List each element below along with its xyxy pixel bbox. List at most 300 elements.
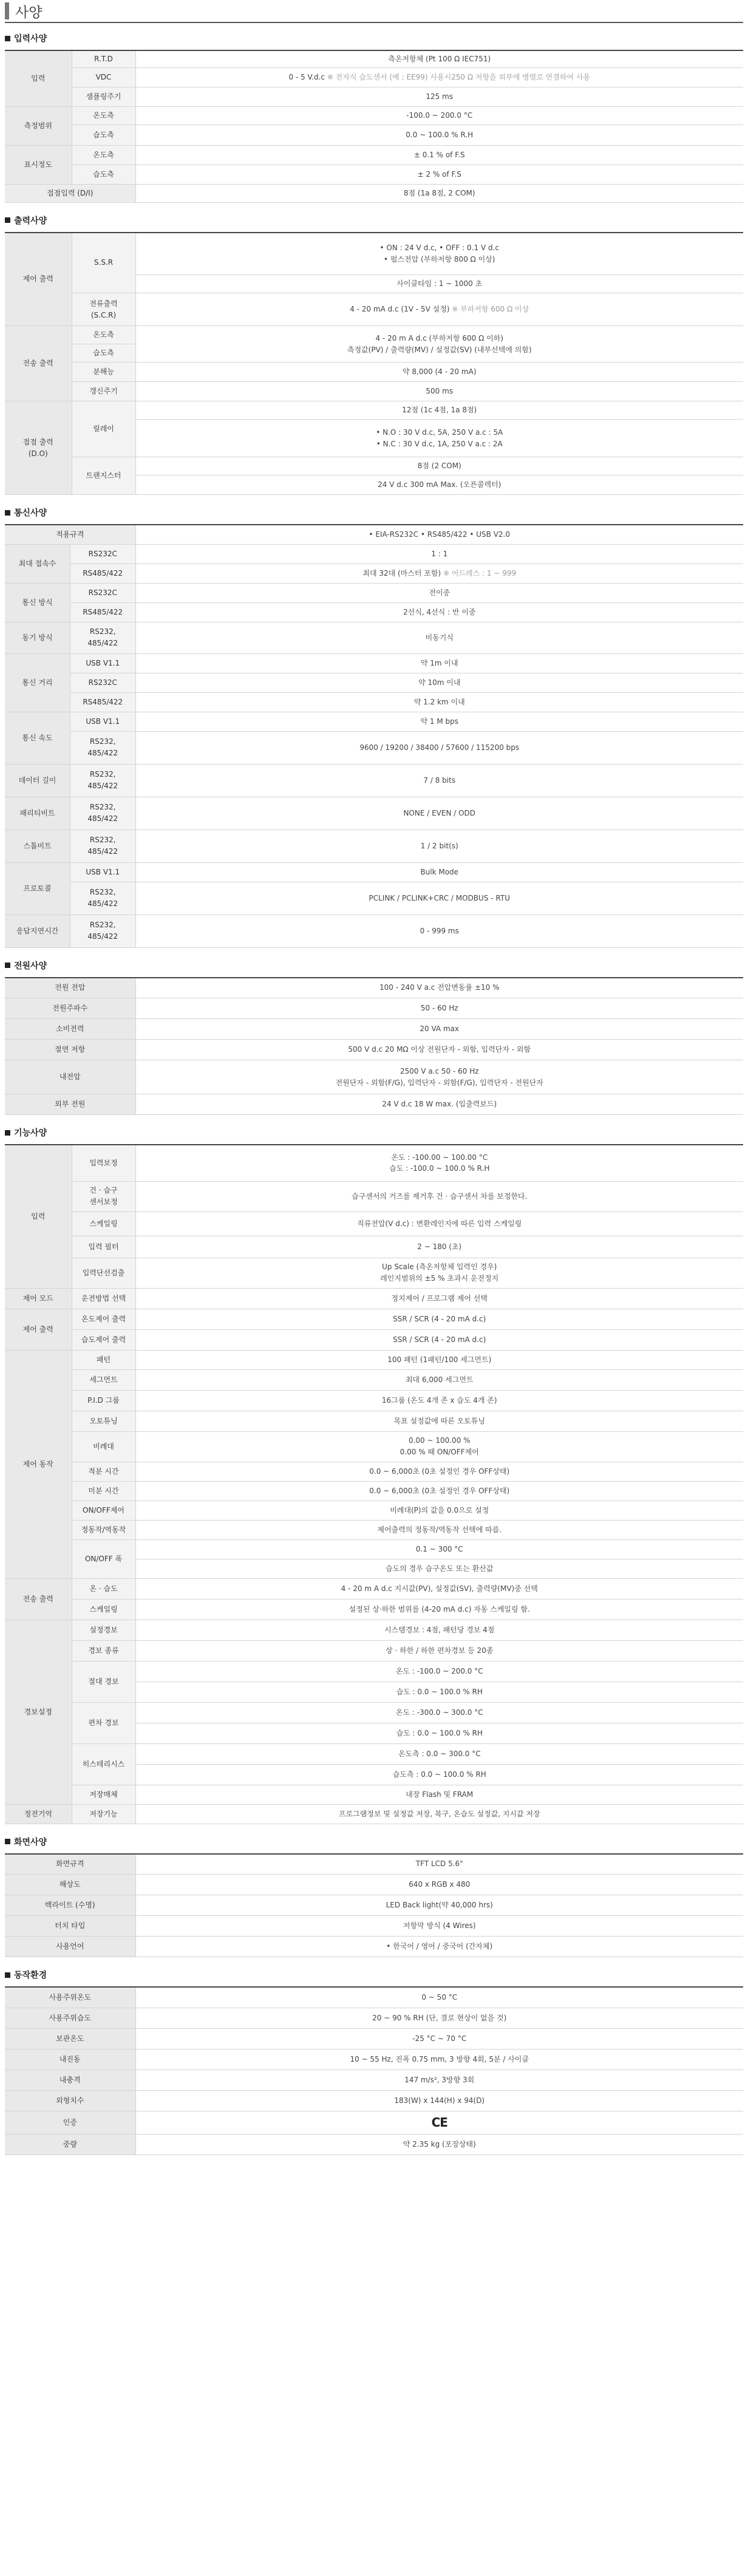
spec-value: 9600 / 19200 / 38400 / 57600 / 115200 bps bbox=[135, 731, 743, 764]
sub-label: 스케일링 bbox=[72, 1211, 135, 1236]
spec-value: 125 ms bbox=[135, 87, 743, 106]
category-label: 사용주위온도 bbox=[5, 1987, 135, 2008]
category-label: 전송 출력 bbox=[5, 326, 72, 401]
spec-value: 1 : 1 bbox=[135, 544, 743, 564]
table-row bbox=[5, 564, 743, 583]
table-row bbox=[5, 1804, 743, 1824]
sub-label: 비례대 bbox=[72, 1431, 135, 1462]
spec-value: 0.0 ~ 6,000초 (0초 설정인 경우 OFF상태) bbox=[135, 1481, 743, 1501]
table-row bbox=[5, 1329, 743, 1350]
table-row bbox=[5, 1578, 743, 1599]
table-row bbox=[5, 862, 743, 882]
table-row bbox=[5, 1875, 743, 1895]
spec-value: NONE / EVEN / ODD bbox=[135, 797, 743, 830]
spec-value: 시스템경보 : 4점, 패턴당 경보 4점 bbox=[135, 1620, 743, 1640]
section-title: 화면사양 bbox=[14, 1837, 47, 1847]
category-label: 접점 출력 (D.O) bbox=[5, 401, 72, 495]
spec-value: 습도 : 0.0 ~ 100.0 % RH bbox=[135, 1682, 743, 1702]
sub-label: 운전방법 선택 bbox=[72, 1288, 135, 1309]
category-label: 전원 전압 bbox=[5, 978, 135, 998]
spec-value: 0.0 ~ 100.0 % R.H bbox=[135, 124, 743, 145]
table-row bbox=[5, 106, 743, 124]
section-output bbox=[5, 214, 743, 496]
category-label: 외형치수 bbox=[5, 2090, 135, 2111]
table-row bbox=[5, 363, 743, 382]
spec-table bbox=[5, 977, 743, 1116]
spec-value: ± 0.1 % of F.S bbox=[135, 145, 743, 165]
table-row bbox=[5, 1661, 743, 1682]
sub-label: RS232, 485/422 bbox=[70, 731, 136, 764]
category-label: 소비전력 bbox=[5, 1019, 135, 1040]
sub-label: 절대 경보 bbox=[72, 1661, 135, 1702]
table-row bbox=[5, 2134, 743, 2155]
section-title: 통신사양 bbox=[14, 508, 47, 518]
table-row bbox=[5, 1390, 743, 1411]
spec-table bbox=[5, 1144, 743, 1824]
spec-value: 24 V d.c 300 mA Max. (오픈콜렉터) bbox=[135, 475, 743, 495]
spec-value: 16그룹 (온도 4개 존 x 습도 4개 존) bbox=[135, 1390, 743, 1411]
table-row bbox=[5, 2028, 743, 2049]
spec-value: 약 10m 이내 bbox=[135, 673, 743, 692]
table-row bbox=[5, 692, 743, 712]
table-row bbox=[5, 2090, 743, 2111]
section-title: 입력사양 bbox=[14, 34, 47, 44]
category-label: 표시정도 bbox=[5, 145, 72, 184]
spec-value: 20 ~ 90 % RH (단, 결로 현상이 없을 것) bbox=[135, 2008, 743, 2028]
section-heading bbox=[5, 506, 743, 519]
table-row bbox=[5, 830, 743, 862]
spec-value: 설정된 상·하한 범위를 (4-20 mA d.c) 자동 스케일링 함. bbox=[135, 1599, 743, 1620]
spec-note: ※ 부하저항 600 Ω 이상 bbox=[449, 305, 529, 314]
category-label: 절연 저항 bbox=[5, 1040, 135, 1060]
spec-value: 147 m/s², 3방향 3회 bbox=[135, 2070, 743, 2090]
table-row bbox=[5, 1309, 743, 1329]
sub-label: RS485/422 bbox=[70, 564, 136, 583]
table-row bbox=[5, 1258, 743, 1288]
spec-note: ※ 어드레스 : 1 ~ 999 bbox=[441, 568, 517, 578]
spec-value: 약 2.35 kg (포장상태) bbox=[135, 2134, 743, 2155]
sub-label: 습도측 bbox=[72, 344, 135, 363]
spec-value: PCLINK / PCLINK+CRC / MODBUS - RTU bbox=[135, 882, 743, 915]
sub-label: 갱신주기 bbox=[72, 382, 135, 401]
sub-label: 습도측 bbox=[72, 124, 135, 145]
spec-value: 4 - 20 m A d.c 지시값(PV), 설정값(SV), 출력량(MV)중 선택 bbox=[135, 1578, 743, 1599]
category-label: 제어 모드 bbox=[5, 1288, 72, 1309]
sub-label: 저장매체 bbox=[72, 1785, 135, 1804]
wide-label: 적용규격 bbox=[5, 525, 135, 544]
spec-value: 약 1 M bps bbox=[135, 712, 743, 731]
square-bullet-icon bbox=[5, 963, 10, 968]
spec-value: 최대 32대 (마스터 포함) ※ 어드레스 : 1 ~ 999 bbox=[135, 564, 743, 583]
category-label: 전원주파수 bbox=[5, 998, 135, 1019]
table-row bbox=[5, 583, 743, 602]
table-row bbox=[5, 1702, 743, 1723]
section-heading bbox=[5, 32, 743, 45]
sub-label: 적분 시간 bbox=[72, 1462, 135, 1481]
sub-label: 오토튜닝 bbox=[72, 1411, 135, 1431]
category-label: 통신 속도 bbox=[5, 712, 70, 764]
sub-label: USB V1.1 bbox=[70, 653, 136, 673]
category-label: 인증 bbox=[5, 2111, 135, 2134]
section-env bbox=[5, 1968, 743, 2155]
table-row bbox=[5, 1181, 743, 1211]
table-row bbox=[5, 712, 743, 731]
spec-table bbox=[5, 524, 743, 948]
table-row bbox=[5, 1916, 743, 1937]
category-label: 통신 거리 bbox=[5, 653, 70, 712]
spec-value: 100 패턴 (1패턴/100 세그먼트) bbox=[135, 1350, 743, 1369]
square-bullet-icon bbox=[5, 1972, 10, 1978]
table-row bbox=[5, 1094, 743, 1115]
table-row bbox=[5, 87, 743, 106]
category-label: 해상도 bbox=[5, 1875, 135, 1895]
sub-label: 온도측 bbox=[72, 106, 135, 124]
page-title-text: 사양 bbox=[15, 4, 42, 21]
table-row bbox=[5, 145, 743, 165]
sub-label: S.S.R bbox=[72, 233, 135, 293]
spec-value: 0 - 999 ms bbox=[135, 915, 743, 947]
sub-label: 경보 종류 bbox=[72, 1640, 135, 1661]
category-label: 제어 동작 bbox=[5, 1350, 72, 1578]
sub-label: 전류출력 (S.C.R) bbox=[72, 293, 135, 326]
square-bullet-icon bbox=[5, 1839, 10, 1844]
table-row bbox=[5, 998, 743, 1019]
sub-label: RS232, 485/422 bbox=[70, 915, 136, 947]
category-label: 보관온도 bbox=[5, 2028, 135, 2049]
spec-value: • ON : 24 V d.c, • OFF : 0.1 V d.c • 펄스전압 (부하저항 800 Ω 이상) bbox=[135, 233, 743, 275]
spec-value: 500 ms bbox=[135, 382, 743, 401]
table-row bbox=[5, 1060, 743, 1094]
sub-label: 편차 경보 bbox=[72, 1702, 135, 1743]
table-row bbox=[5, 764, 743, 797]
category-label: 터치 타입 bbox=[5, 1916, 135, 1937]
spec-value: 640 x RGB x 480 bbox=[135, 1875, 743, 1895]
wide-label: 접점입력 (D/I) bbox=[5, 184, 135, 202]
spec-value: 0.1 ~ 300 °C bbox=[135, 1539, 743, 1559]
table-row bbox=[5, 1236, 743, 1258]
sub-label: 온도측 bbox=[72, 326, 135, 344]
spec-value: 약 1.2 km 이내 bbox=[135, 692, 743, 712]
sub-label: 습도측 bbox=[72, 165, 135, 184]
table-row bbox=[5, 2008, 743, 2028]
spec-value: 프로그램정보 및 설정값 저장, 복구, 온습도 설정값, 지시값 저장 bbox=[135, 1804, 743, 1824]
spec-value: SSR / SCR (4 - 20 mA d.c) bbox=[135, 1309, 743, 1329]
table-row bbox=[5, 293, 743, 326]
table-row bbox=[5, 2111, 743, 2134]
table-row bbox=[5, 233, 743, 275]
table-row bbox=[5, 882, 743, 915]
sub-label: RS232, 485/422 bbox=[70, 764, 136, 797]
category-label: 정전기억 bbox=[5, 1804, 72, 1824]
section-power bbox=[5, 959, 743, 1116]
spec-value: 2 ~ 180 (초) bbox=[135, 1236, 743, 1258]
category-label: 경보설정 bbox=[5, 1620, 72, 1804]
sub-label: 습도제어 출력 bbox=[72, 1329, 135, 1350]
sub-label: USB V1.1 bbox=[70, 712, 136, 731]
sub-label: RS232, 485/422 bbox=[70, 797, 136, 830]
table-row bbox=[5, 602, 743, 622]
sub-label: 분해능 bbox=[72, 363, 135, 382]
section-display bbox=[5, 1835, 743, 1958]
spec-value: 습구센서의 거즈를 제거후 건 · 습구센서 차를 보정한다. bbox=[135, 1181, 743, 1211]
table-row bbox=[5, 1288, 743, 1309]
section-comm bbox=[5, 506, 743, 948]
category-label: 제어 출력 bbox=[5, 1309, 72, 1350]
spec-value: • 한국어 / 영어 / 중국어 (간자체) bbox=[135, 1937, 743, 1957]
table-row bbox=[5, 326, 743, 344]
category-label: 최대 접속수 bbox=[5, 544, 70, 583]
table-row bbox=[5, 1987, 743, 2008]
sub-label: RS232C bbox=[70, 583, 136, 602]
sub-label: RS232C bbox=[70, 673, 136, 692]
section-title: 출력사양 bbox=[14, 216, 47, 226]
spec-value: 4 - 20 mA d.c (1V - 5V 설정) ※ 부하저항 600 Ω 이상 bbox=[135, 293, 743, 326]
table-row bbox=[5, 544, 743, 564]
table-row bbox=[5, 401, 743, 420]
spec-value: 1 / 2 bit(s) bbox=[135, 830, 743, 862]
sub-label: 저장기능 bbox=[72, 1804, 135, 1824]
category-label: 스톱비트 bbox=[5, 830, 70, 862]
table-row bbox=[5, 1620, 743, 1640]
sub-label: 설정경보 bbox=[72, 1620, 135, 1640]
sub-label: 건 · 습구 센서보정 bbox=[72, 1181, 135, 1211]
spec-value: 정치제어 / 프로그램 제어 선택 bbox=[135, 1288, 743, 1309]
spec-value: • N.O : 30 V d.c, 5A, 250 V a.c : 5A • N.C : 30 V d.c, 1A, 250 V a.c : 2A bbox=[135, 420, 743, 457]
table-row bbox=[5, 457, 743, 475]
table-row bbox=[5, 1145, 743, 1181]
spec-value: 비동기식 bbox=[135, 622, 743, 653]
spec-value: 직류전압(V d.c) : 변환레인지에 따른 입력 스케일링 bbox=[135, 1211, 743, 1236]
table-row bbox=[5, 1640, 743, 1661]
section-title: 동작환경 bbox=[14, 1971, 47, 1980]
table-row bbox=[5, 978, 743, 998]
table-row bbox=[5, 1350, 743, 1369]
sub-label: 릴레이 bbox=[72, 401, 135, 457]
category-label: 내전압 bbox=[5, 1060, 135, 1094]
table-row bbox=[5, 50, 743, 67]
sub-label: 온도측 bbox=[72, 145, 135, 165]
spec-value: 목표 설정값에 따른 오토튜닝 bbox=[135, 1411, 743, 1431]
spec-value: 10 ~ 55 Hz, 진폭 0.75 mm, 3 방향 4회, 5분 / 사이클 bbox=[135, 2049, 743, 2070]
square-bullet-icon bbox=[5, 36, 10, 41]
square-bullet-icon bbox=[5, 217, 10, 223]
category-label: 동기 방식 bbox=[5, 622, 70, 653]
sub-label: VDC bbox=[72, 67, 135, 87]
spec-value: 500 V d.c 20 MΩ 이상 전원단자 - 외함, 입력단자 - 외함 bbox=[135, 1040, 743, 1060]
category-label: 백라이트 (수명) bbox=[5, 1895, 135, 1916]
table-row bbox=[5, 673, 743, 692]
sub-label: R.T.D bbox=[72, 50, 135, 67]
sub-label: 샘플링주기 bbox=[72, 87, 135, 106]
spec-table bbox=[5, 1986, 743, 2155]
spec-value: 0.00 ~ 100.00 % 0.00 % 때 ON/OFF제어 bbox=[135, 1431, 743, 1462]
spec-value: 24 V d.c 18 W max. (입출력보드) bbox=[135, 1094, 743, 1115]
table-row bbox=[5, 1411, 743, 1431]
spec-value: CE bbox=[135, 2111, 743, 2134]
spec-value: 100 - 240 V a.c 전압변동률 ±10 % bbox=[135, 978, 743, 998]
table-row bbox=[5, 124, 743, 145]
table-row bbox=[5, 622, 743, 653]
spec-value: 2500 V a.c 50 - 60 Hz 전원단자 - 외함(F/G), 입력단자 - 외함(F/G), 입력단자 - 전원단자 bbox=[135, 1060, 743, 1094]
table-row bbox=[5, 1040, 743, 1060]
table-row bbox=[5, 1539, 743, 1559]
category-label: 외부 전원 bbox=[5, 1094, 135, 1115]
category-label: 내충격 bbox=[5, 2070, 135, 2090]
spec-value: 4 - 20 m A d.c (부하저항 600 Ω 이하) 측정값(PV) / 출력량(MV) / 설정값(SV) (내부선택에 의함) bbox=[135, 326, 743, 363]
sub-label: RS232C bbox=[70, 544, 136, 564]
category-label: 내진동 bbox=[5, 2049, 135, 2070]
table-row bbox=[5, 1369, 743, 1390]
category-label: 응답지연시간 bbox=[5, 915, 70, 947]
section-function bbox=[5, 1126, 743, 1824]
sub-label: 스케일링 bbox=[72, 1599, 135, 1620]
category-label: 데이터 길이 bbox=[5, 764, 70, 797]
sub-label: 세그먼트 bbox=[72, 1369, 135, 1390]
spec-value: 비례대(P)의 값을 0.0으로 설정 bbox=[135, 1501, 743, 1520]
spec-value: 183(W) x 144(H) x 94(D) bbox=[135, 2090, 743, 2111]
table-row bbox=[5, 525, 743, 544]
sub-label: 입력보정 bbox=[72, 1145, 135, 1181]
section-heading bbox=[5, 1835, 743, 1849]
spec-value: 약 8,000 (4 - 20 mA) bbox=[135, 363, 743, 382]
sub-label: 입력 필터 bbox=[72, 1236, 135, 1258]
spec-value: 저항막 방식 (4 Wires) bbox=[135, 1916, 743, 1937]
spec-value: 8점 (1a 8점, 2 COM) bbox=[135, 184, 743, 202]
sub-label: 트랜지스터 bbox=[72, 457, 135, 495]
sub-label: RS232, 485/422 bbox=[70, 830, 136, 862]
spec-value: 습도의 경우 습구온도 또는 환산값 bbox=[135, 1559, 743, 1578]
table-row bbox=[5, 797, 743, 830]
spec-value: 온도 : -300.0 ~ 300.0 °C bbox=[135, 1702, 743, 1723]
category-label: 패리티비트 bbox=[5, 797, 70, 830]
table-row bbox=[5, 1481, 743, 1501]
category-label: 사용언어 bbox=[5, 1937, 135, 1957]
spec-value: 온도 : -100.0 ~ 200.0 °C bbox=[135, 1661, 743, 1682]
table-row bbox=[5, 1743, 743, 1764]
table-row bbox=[5, 1501, 743, 1520]
section-title: 전원사양 bbox=[14, 961, 47, 971]
title-bar-marker bbox=[5, 2, 9, 19]
table-row bbox=[5, 1895, 743, 1916]
spec-value: 8점 (2 COM) bbox=[135, 457, 743, 475]
category-label: 제어 출력 bbox=[5, 233, 72, 326]
category-label: 통신 방식 bbox=[5, 583, 70, 622]
spec-value: 0 - 5 V.d.c ※ 전자식 습도센서 (예 : EE99) 사용시250 Ω 저항을 외부에 병렬로 연결하여 사용 bbox=[135, 67, 743, 87]
spec-value: 온도 : -100.00 ~ 100.00 °C 습도 : -100.0 ~ 100.0 % R.H bbox=[135, 1145, 743, 1181]
table-row bbox=[5, 1599, 743, 1620]
spec-value: 20 VA max bbox=[135, 1019, 743, 1040]
sub-label: 온도제어 출력 bbox=[72, 1309, 135, 1329]
category-label: 화면규격 bbox=[5, 1854, 135, 1875]
category-label: 측정범위 bbox=[5, 106, 72, 145]
category-label: 중량 bbox=[5, 2134, 135, 2155]
category-label: 전송 출력 bbox=[5, 1578, 72, 1620]
spec-value: 0.0 ~ 6,000초 (0초 설정인 경우 OFF상태) bbox=[135, 1462, 743, 1481]
section-heading bbox=[5, 214, 743, 227]
table-row bbox=[5, 2049, 743, 2070]
spec-value: 7 / 8 bits bbox=[135, 764, 743, 797]
spec-value: 약 1m 이내 bbox=[135, 653, 743, 673]
table-row bbox=[5, 184, 743, 202]
table-row bbox=[5, 1211, 743, 1236]
spec-value: 습도 : 0.0 ~ 100.0 % RH bbox=[135, 1723, 743, 1743]
spec-table bbox=[5, 50, 743, 203]
spec-value: 제어출력의 정동작/역동작 선택에 따름. bbox=[135, 1520, 743, 1539]
sub-label: RS232, 485/422 bbox=[70, 882, 136, 915]
section-heading bbox=[5, 1968, 743, 1981]
spec-value: 0 ~ 50 °C bbox=[135, 1987, 743, 2008]
table-row bbox=[5, 653, 743, 673]
table-row bbox=[5, 1520, 743, 1539]
sub-label: 온 · 습도 bbox=[72, 1578, 135, 1599]
sub-label: 미분 시간 bbox=[72, 1481, 135, 1501]
table-row bbox=[5, 1785, 743, 1804]
table-row bbox=[5, 1431, 743, 1462]
sub-label: ON/OFF 폭 bbox=[72, 1539, 135, 1578]
spec-value: 12점 (1c 4점, 1a 8점) bbox=[135, 401, 743, 420]
table-row bbox=[5, 67, 743, 87]
table-row bbox=[5, 2070, 743, 2090]
table-row bbox=[5, 1462, 743, 1481]
section-heading bbox=[5, 959, 743, 972]
spec-value: 온도측 : 0.0 ~ 300.0 °C bbox=[135, 1743, 743, 1764]
spec-value: 50 - 60 Hz bbox=[135, 998, 743, 1019]
table-row bbox=[5, 165, 743, 184]
spec-value: 측온저항체 (Pt 100 Ω IEC751) bbox=[135, 50, 743, 67]
section-input bbox=[5, 32, 743, 203]
spec-value: • EIA-RS232C • RS485/422 • USB V2.0 bbox=[135, 525, 743, 544]
table-row bbox=[5, 731, 743, 764]
spec-value: TFT LCD 5.6" bbox=[135, 1854, 743, 1875]
table-row bbox=[5, 1019, 743, 1040]
spec-value: 습도측 : 0.0 ~ 100.0 % RH bbox=[135, 1764, 743, 1785]
spec-note: ※ 전자식 습도센서 (예 : EE99) 사용시250 Ω 저항을 외부에 병렬로 연결하여 사용 bbox=[325, 72, 590, 81]
spec-value: 최대 6,000 세그먼트 bbox=[135, 1369, 743, 1390]
spec-value: SSR / SCR (4 - 20 mA d.c) bbox=[135, 1329, 743, 1350]
sub-label: RS232, 485/422 bbox=[70, 622, 136, 653]
category-label: 프로토콜 bbox=[5, 862, 70, 915]
table-row bbox=[5, 382, 743, 401]
category-label: 입력 bbox=[5, 50, 72, 106]
spec-table bbox=[5, 1853, 743, 1958]
sub-label: 입력단선검출 bbox=[72, 1258, 135, 1288]
sub-label: 패턴 bbox=[72, 1350, 135, 1369]
table-row bbox=[5, 1937, 743, 1957]
spec-value: LED Back light(약 40,000 hrs) bbox=[135, 1895, 743, 1916]
spec-value: 내장 Flash 및 FRAM bbox=[135, 1785, 743, 1804]
section-heading bbox=[5, 1126, 743, 1139]
spec-value: Bulk Mode bbox=[135, 862, 743, 882]
spec-value: 2선식, 4선식 : 반 이중 bbox=[135, 602, 743, 622]
category-label: 사용주위습도 bbox=[5, 2008, 135, 2028]
spec-sections bbox=[5, 32, 743, 2155]
square-bullet-icon bbox=[5, 1130, 10, 1136]
spec-value: 사이클타임 : 1 ~ 1000 초 bbox=[135, 275, 743, 293]
spec-table bbox=[5, 232, 743, 496]
spec-value: 전이중 bbox=[135, 583, 743, 602]
section-title: 기능사양 bbox=[14, 1128, 47, 1138]
sub-label: P.I.D 그룹 bbox=[72, 1390, 135, 1411]
spec-value: -100.0 ~ 200.0 °C bbox=[135, 106, 743, 124]
page-title bbox=[5, 0, 743, 23]
spec-value: -25 °C ~ 70 °C bbox=[135, 2028, 743, 2049]
table-row bbox=[5, 1854, 743, 1875]
sub-label: RS485/422 bbox=[70, 602, 136, 622]
square-bullet-icon bbox=[5, 510, 10, 516]
spec-value: Up Scale (측온저항체 입력인 경우) 레인지범위의 ±5 % 초과시 운전정지 bbox=[135, 1258, 743, 1288]
sub-label: ON/OFF제어 bbox=[72, 1501, 135, 1520]
sub-label: 정동작/역동작 bbox=[72, 1520, 135, 1539]
